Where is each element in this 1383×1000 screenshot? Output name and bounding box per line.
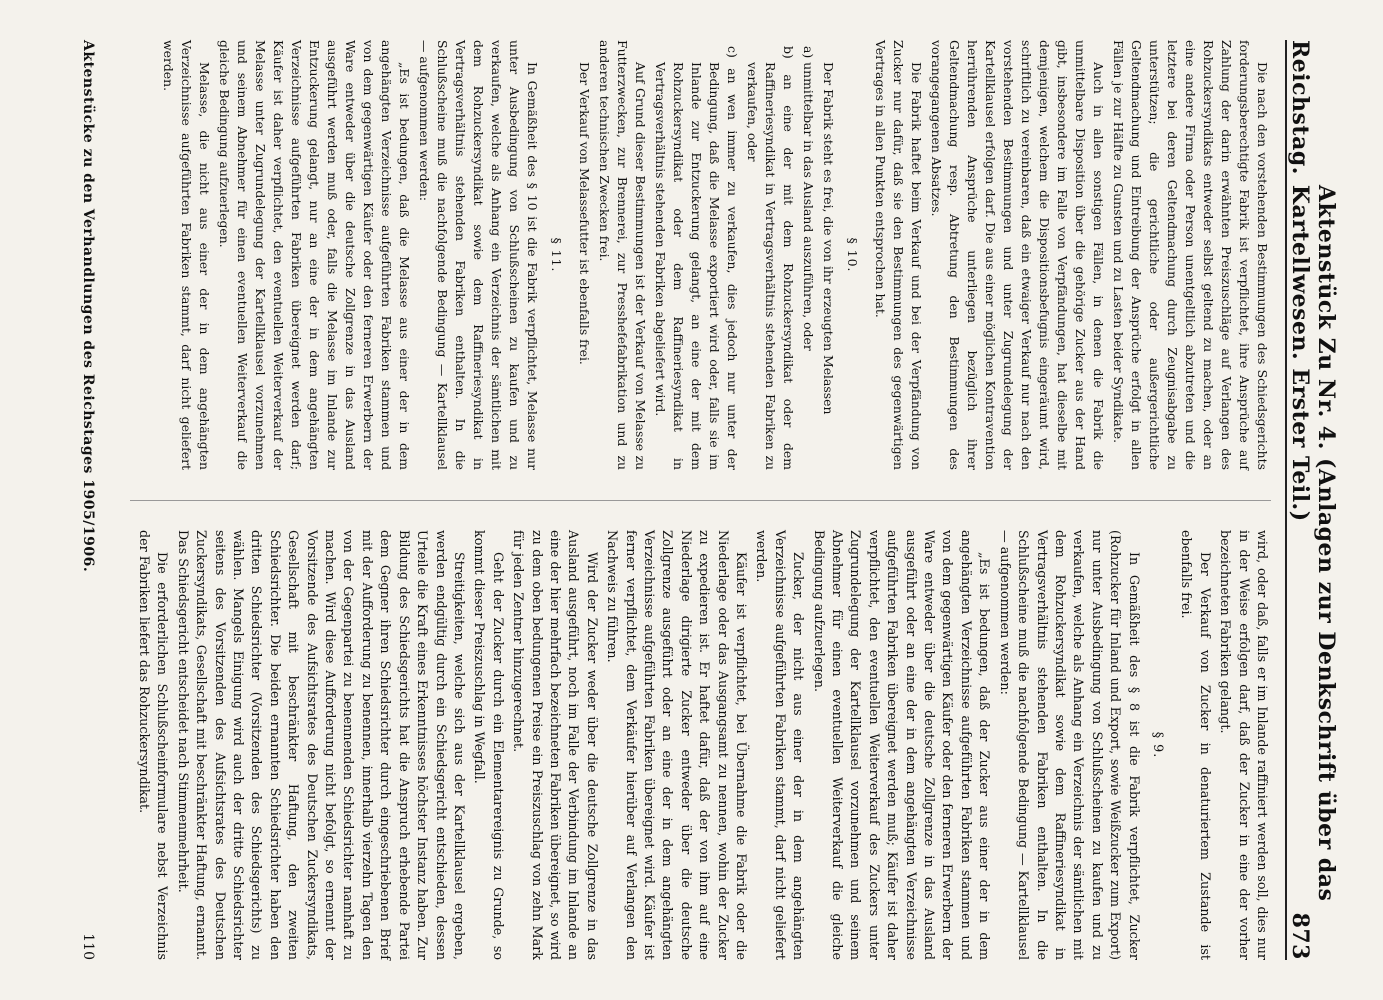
right-column — [130, 530, 1271, 960]
paragraph: Die nach den vorstehenden Bestimmungen des Schiedsgerichts forderungsberechtigte Fabrik ist verpflichtet, ihre Ansprüche auf Zahlung der darin erwähnten Preiszuschläge auf Verlangen des Rohzuckersyndikats entweder selbst geltend zu machen, oder an eine andere Firma oder Person unentgeltlich abzutreten und die letztere bei deren Geltendmachung durch Zeugnisabgabe zu unterstützen; die gerichtliche oder außergerichtliche Geltendmachung und Eintreibung der Ansprüche erfolgt in allen Fällen je zur Hälfte zu Gunsten und zu Lasten beider Syndikate. — [1111, 40, 1270, 470]
paragraph: Käufer ist verpflichtet, bei Übernahme die Fabrik oder die Niederlage oder das Ausgangsamt zu nennen, wohin der Zucker zu expedieren ist. Er haftet dafür, daß der von ihm auf eine Niederlage dirigierte Zucker entweder über die deutsche Zollgrenze ausgeführt oder an eine der in dem angehängten Verzeichnisse aufgeführten Fabriken übereignet wird. Käufer ist ferner verpflichtet, dem Verkäufer hierüber auf Verlangen den Nachweis zu führen. — [605, 530, 750, 960]
paragraph: Auch in allen sonstigen Fällen, in denen die Fabrik die unmittelbare Disposition über die gehörige Zucker aus der Hand gibt, insbesondere im Falle von Verpfändungen, hat dieselbe mit demjenigen, welchem die Dispositionsbefugnis eingeräumt wird, schriftlich zu vereinbaren, daß ein etwaiger Verkauf nur nach den vorstehenden Bestimmungen und unter Zugrundelegung der Kartellklausel erfolgen darf. Die aus einer möglichen Kontravention herrührenden Ansprüche unterliegen bezüglich ihrer Geltendmachung resp. Abtretung den Bestimmungen des vorangegangenen Absatzes. — [929, 40, 1106, 470]
paragraph: In Gemäßheit des § 10 ist die Fabrik verpflichtet, Melasse nur unter Ausbedingung von Schlußscheinen zu kaufen und zu verkaufen, welche als Anhang ein Verzeichnis der sämtlichen mit dem Rohzuckersyndikat sowie dem Raffineriesyndikat in Vertragsverhältnis stehenden Fabriken enthalten. In die Schlußscheine muß die nachfolgende Bedingung — Kartellklausel — aufgenommen werden: — [417, 40, 540, 470]
paragraph: Streitigkeiten, welche sich aus der Kartellklausel ergeben, werden endgültig durch ein Schiedsgericht entschieden, dessen Urteile die Kraft eines Erkenntnisses höchster Instanz haben. Zur Bildung des Schiedsgerichts hat die Anspruch erhebende Partei dem Gegner ihren Schiedsrichter durch eingeschriebenen Brief mit der Aufforderung zu benennen, innerhalb vierzehn Tagen den von der Gegenpartei zu benennenden Schiedsrichter namhaft zu machen. Wird diese Aufforderung nicht befolgt, so ernennt der Vorsitzende des Aufsichtsrates des Deutschen Zuckersyndikats, Gesellschaft mit beschränkter Haftung, den zweiten Schiedsrichter. Die beiden ernannten Schiedsrichter haben den dritten Schiedsrichter (Vorsitzenden des Schiedsgerichts) zu wählen. Mangels Einigung wird auch der dritte Schiedsrichter seitens des Vorsitzenden des Aufsichtsrates des Deutschen Zuckersyndikats, Gesellschaft mit beschränkter Haftung, ernannt. Das Schiedsgericht entscheidet nach Stimmenmehrheit. — [175, 530, 467, 960]
paragraph: Der Fabrik steht es frei, die von ihr erzeugten Melassen — [821, 62, 836, 415]
paragraph: In Gemäßheit des § 8 ist die Fabrik verpflichtet, Zucker (Rohzucker für Inland und Export, sowie Weißzucker zum Export) nur unter Ausbedingung von Schlußscheinen zu kaufen und zu verkaufen, welche als Anhang ein Verzeichnis der sämtlichen mit dem Rohzuckersyndikat sowie dem Raffineriesyndikat in Vertragsverhältnis stehenden Fabriken enthalten. In die Schlußscheine muß die nachfolgende Bedingung — Kartellklausel — aufgenommen werden: — [997, 530, 1142, 960]
paragraph: Wird der Zucker weder über die deutsche Zollgrenze in das Ausland ausgeführt, noch im Falle der Verbindung im Inlande an eine der hier mehrfach bezeichneten Fabriken übereignet, so wird zu dem oben bedungenen Preise ein Preiszuschlag von zehn Mark für jeden Zentner hinzugerechnet. — [511, 530, 600, 960]
left-column — [130, 40, 1271, 470]
list-item: a) unmittelbar in das Ausland auszuführen, oder — [801, 46, 816, 351]
list-item: b) an eine der mit dem Rohzuckersyndikat oder dem Raffineriesyndikat in Vertragsverhältnis stehenden Fabriken zu verkaufen, oder — [745, 46, 796, 470]
paragraph: wird, oder daß, falls er im Inlande raffiniert werden soll, dies nur in der Weise erfolgen darf, daß der Zucker in eine der vorher bezeichneten Fabriken gelangt. — [1218, 530, 1270, 960]
paragraph: Melasse, die nicht aus einer der in dem angehängten Verzeichnisse aufgeführten Fabriken stammt, darf nicht geliefert werden. — [161, 40, 212, 470]
section-heading-9: § 9. — [1150, 731, 1166, 759]
paragraph: „Es ist bedungen, daß der Zucker aus einer der in dem angehängten Verzeichnisse aufgeführten Fabriken stammen und von dem gegenwärtigen Käufer oder den ferneren Erwerbern der Ware entweder über die deutsche Zollgrenze in das Ausland ausgeführt oder an eine der in dem angehängten Verzeichnisse aufgeführten Fabriken übereignet werden muß; Käufer ist daher verpflichtet, den eventuellen Weiterverkauf des Zuckers unter Zugrundelegung der Kartellklausel vorzunehmen und seinem Abnehmer für einen eventuellen Weiterverkauf die gleiche Bedingung aufzuerlegen. — [811, 530, 993, 960]
paragraph: Zucker, der nicht aus einer der in dem angehängten Verzeichnisse aufgeführten Fabriken stammt, darf nicht geliefert werden. — [754, 530, 807, 960]
page-header — [1285, 40, 1343, 960]
list-item: c) an wen immer zu verkaufen, dies jedoch nur unter der Bedingung, daß die Melasse exportiert wird oder, falls sie im Inlande zur Entzuckerung gelangt, an eine der mit dem Rohzuckersyndikat oder dem Raffineriesyndikat in Vertragsverhältnis stehenden Fabriken abgeliefert wird. — [653, 46, 740, 470]
paragraph: Der Verkauf von Melassefutter ist ebenfalls frei. — [577, 62, 592, 365]
section-heading-10: § 10. — [845, 237, 860, 273]
paragraph: Die Fabrik haftet beim Verkauf und bei der Verpfändung von Zucker nur dafür, daß sie den Bestimmungen des gegenwärtigen Vertrages in allen Punkten entsprochen hat. — [873, 40, 924, 470]
column-divider — [130, 500, 1271, 501]
header-page-number: 873 — [1287, 912, 1313, 960]
paragraph: Auf Grund dieser Bestimmungen ist der Verkauf von Melasse zu Futterzwecken, zur Brennerei, zur Presshefefabrikation und zu anderen technischen Zwecken frei. — [597, 40, 648, 470]
header-title: Aktenstück Zu Nr. 4. (Anlagen zur Denkschrift über das Kartellwesen. Erster Teil.) — [1287, 184, 1339, 902]
section-heading-11: § 11. — [549, 237, 564, 273]
footer-text: Aktenstücke zu den Verhandlungen des Reichstages 1905/1906. — [80, 40, 96, 573]
paragraph: Die erforderlichen Schlußscheinformulare nebst Verzeichnis der Fabriken liefert das Rohzuckersyndikat. — [137, 530, 171, 960]
header-left: Reichstag. — [1287, 40, 1313, 175]
footer-page-number: 110 — [80, 933, 96, 960]
paragraph: Der Verkauf von Zucker in denaturiertem Zustande ist ebenfalls frei. — [1179, 530, 1213, 960]
paragraph: Geht der Zucker durch ein Elementarereignis zu Grunde, so kommt dieser Preiszuschlag in Wegfall. — [472, 530, 506, 960]
paragraph: „Es ist bedungen, daß die Melasse aus einer der in dem angehängten Verzeichnisse aufgeführten Fabriken stammen und von dem gegenwärtigen Käufer oder den ferneren Erwerbern der Ware entweder über die deutsche Zollgrenze in das Ausland ausgeführt werden muß oder, falls die Melasse im Inlande zur Entzuckerung gelangt, nur an eine der in dem angehängten Verzeichnisse aufgeführten Fabriken übereignet werden darf; Käufer ist daher verpflichtet, den eventuellen Weiterverkauf der Melasse unter Zugrundelegung der Kartellklausel vorzunehmen und seinem Abnehmer für einen eventuellen Weiterverkauf die gleiche Bedingung aufzuerlegen. — [217, 40, 412, 470]
